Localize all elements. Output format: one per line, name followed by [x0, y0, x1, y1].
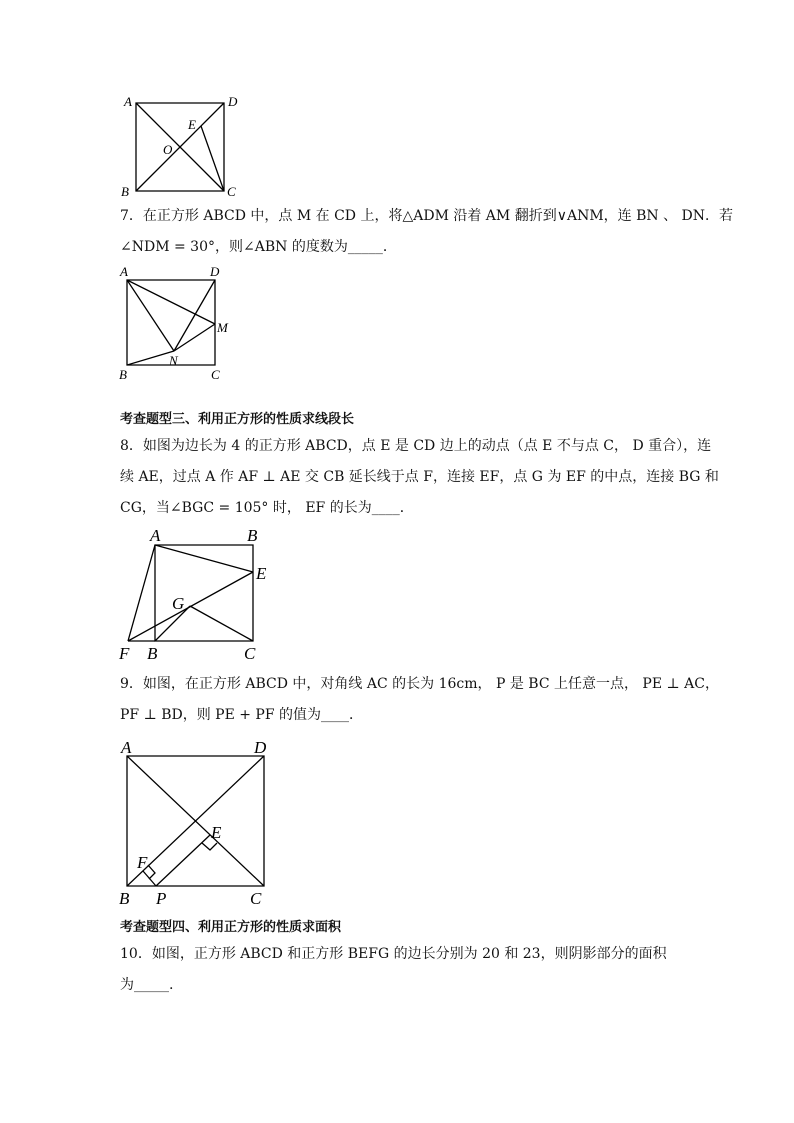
label-a: A	[124, 94, 132, 109]
label-c: C	[227, 184, 236, 199]
q10-line1: 10．如图，正方形 ABCD 和正方形 BEFG 的边长分别为 20 和 23，则阴影部分的面积	[120, 946, 667, 962]
label-b: B	[121, 184, 129, 199]
q7-line2: ∠NDM = 30°，则∠ABN 的度数为_____．	[120, 239, 397, 255]
section4-heading: 考查题型四、利用正方形的性质求面积	[120, 920, 342, 935]
q8-line1: 8．如图为边长为 4 的正方形 ABCD，点 E 是 CD 边上的动点（点 E 不与点 C， D 重合），连	[120, 438, 712, 454]
label-a: A	[120, 264, 128, 279]
label-d: D	[210, 264, 220, 279]
segment-pe	[156, 835, 210, 886]
label-f: F	[137, 853, 148, 872]
label-f: F	[119, 644, 130, 663]
q7-line1: 7．在正方形 ABCD 中，点 M 在 CD 上，将△ADM 沿着 AM 翻折到∨ANM，连 BN 、 DN．若	[120, 208, 734, 224]
label-e: E	[211, 823, 222, 842]
segment-ae	[155, 545, 253, 572]
label-c: C	[244, 644, 256, 663]
label-c: C	[211, 367, 220, 382]
segment-bn	[127, 351, 174, 365]
label-d: D	[254, 738, 267, 757]
figure-q7-square	[110, 264, 250, 384]
q8-line2: 续 AE，过点 A 作 AF ⊥ AE 交 CB 延长线于点 F，连接 EF，点 G 为 EF 的中点，连接 BG 和	[120, 469, 719, 485]
label-o: O	[163, 142, 173, 157]
figure-q9-square	[110, 737, 290, 907]
label-e: E	[256, 564, 267, 583]
label-a: A	[121, 738, 132, 757]
label-b: B	[119, 889, 130, 908]
figure-q8-square	[110, 522, 290, 664]
q10-line2: 为_____.	[120, 977, 174, 993]
q8-line3: CG，当∠BGC = 105° 时， EF 的长为____．	[120, 500, 414, 516]
label-n: N	[169, 353, 178, 368]
label-g: G	[172, 594, 185, 613]
segment-an	[127, 280, 174, 351]
segment-dn	[174, 280, 215, 351]
label-m: M	[217, 320, 228, 335]
label-d: D	[228, 94, 238, 109]
label-a: A	[150, 526, 161, 545]
segment-gc	[190, 606, 253, 641]
section3-heading: 考查题型三、利用正方形的性质求线段长	[120, 412, 355, 427]
right-angle-mark-e	[202, 843, 217, 850]
figure-q6-square	[110, 90, 250, 202]
label-b: B	[119, 367, 127, 382]
segment-af	[128, 545, 155, 641]
label-p: P	[156, 889, 167, 908]
label-e: E	[188, 117, 196, 132]
q9-line1: 9．如图，在正方形 ABCD 中，对角线 AC 的长为 16cm， P 是 BC 上任意一点， PE ⊥ AC，	[120, 676, 719, 692]
q9-line2: PF ⊥ BD，则 PE + PF 的值为____．	[120, 707, 364, 723]
right-angle-mark-f	[148, 865, 155, 879]
label-b-bottom: B	[147, 644, 158, 663]
segment-ec	[201, 126, 224, 191]
segment-nm	[174, 324, 215, 351]
label-b-top: B	[247, 526, 258, 545]
label-c: C	[250, 889, 262, 908]
